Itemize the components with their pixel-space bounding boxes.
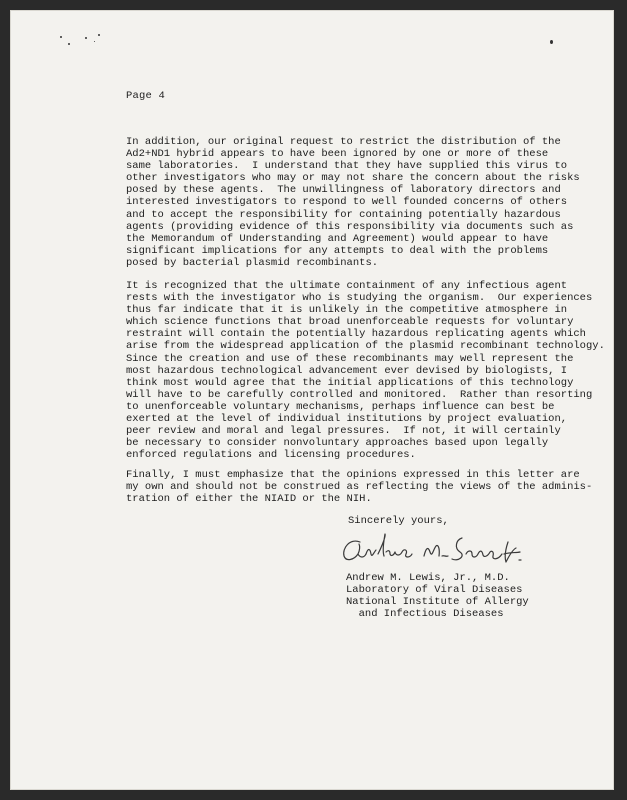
- scan-speck: [68, 43, 70, 45]
- letter-page: [10, 10, 614, 790]
- scan-speck: [60, 36, 62, 38]
- scan-speck: [550, 40, 553, 44]
- handwritten-signature: [338, 528, 528, 570]
- scan-speck: [98, 34, 100, 36]
- scan-speck: [94, 41, 95, 42]
- closing-salutation: Sincerely yours,: [348, 515, 449, 527]
- signature-block: Andrew M. Lewis, Jr., M.D. Laboratory of Viral Diseases National Institute of Allergy and Infectious Diseases: [346, 572, 529, 621]
- page-number: Page 4: [126, 90, 166, 102]
- paragraph-3: Finally, I must emphasize that the opinions expressed in this letter are my own and should not be construed as reflecting the views of the adminis- tration of either the NIAID or the NIH.: [126, 469, 593, 506]
- paragraph-2: It is recognized that the ultimate containment of any infectious agent rests with the investigator who is studying the organism. Our experiences thus far indicate that it is unlikely in the competitive atmosphere in which science functions that broad unenforceable requests for voluntary restraint will contain the potentially hazardous replicating agents which arise from the widespread application of the plasmid recombinant technology. Since the creation and use of these recombinants may well represent the most hazardous technological advancement ever devised by biologists, I think most would agree that the initial applications of this technology will have to be carefully controlled and monitored. Rather than resorting to unenforceable voluntary mechanisms, perhaps influence can best be exerted at the level of individual institutions by project evaluation, peer review and moral and legal pressures. If not, it will certainly be necessary to consider nonvoluntary approaches based upon legally enforced regulations and licensing procedures.: [126, 280, 605, 462]
- scan-speck: [85, 37, 87, 39]
- paragraph-1: In addition, our original request to restrict the distribution of the Ad2+ND1 hybrid appears to have been ignored by one or more of these same laboratories. I understand that they have supplied this virus to other investigators who may or may not share the concern about the risks posed by these agents. The unwillingness of laboratory directors and interested investigators to respond to well founded concerns of others and to accept the responsibility for containing potentially hazardous agents (providing evidence of this responsibility via documents such as the Memorandum of Understanding and Agreement) would appear to have significant implications for any attempts to deal with the problems posed by bacterial plasmid recombinants.: [126, 136, 580, 269]
